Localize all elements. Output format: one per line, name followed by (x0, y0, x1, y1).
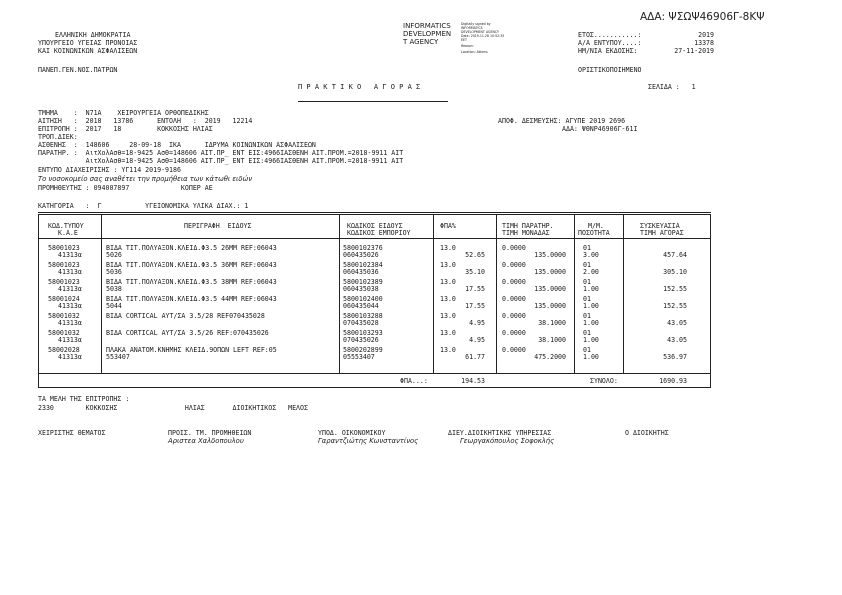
cell-unit-price: 475.2000 (534, 353, 566, 361)
table-right-border (710, 214, 711, 387)
page-number: ΣΕΛΙΔΑ : 1 (648, 83, 696, 91)
cell-code: 5800103288 (343, 312, 383, 320)
cell-total: 457.64 (663, 251, 687, 259)
cell-ref-price: 0.0000 (502, 244, 526, 252)
logo-small-4: Date: 2019.11.28 10:52:35 (461, 34, 505, 38)
cell-code: 5800102389 (343, 278, 383, 286)
cell-kae: 41313α (58, 336, 82, 344)
table-top-border (38, 212, 711, 215)
cell-uom: 01 (583, 312, 591, 320)
cell-kae: 41313α (58, 353, 82, 361)
cell-kae: 41313α (58, 251, 82, 259)
meta-form-label: Α/Α ΕΝΤΥΠΟΥ....: (578, 39, 642, 47)
col-header-ref-price: ΤΙΜΗ ΠΑΡΑΤΗΡ. (502, 222, 554, 230)
cell-desc: ΒΙΔΑ ΤΙΤ.ΠΟΛΥΑΞΟΝ.ΚΛΕΙΔ.Φ3.5 38ΜΜ REF:06043 (106, 278, 277, 286)
cell-kae: 41313α (58, 302, 82, 310)
cell-trade: 060435036 (343, 268, 379, 276)
cell-total: 305.10 (663, 268, 687, 276)
cell-code: 5800102400 (343, 295, 383, 303)
col-divider (101, 214, 102, 373)
cell-vat: 13.0 (440, 261, 456, 269)
sum-total-label: ΣΥΝΟΛΟ: (590, 377, 618, 385)
cell-vat: 13.0 (440, 346, 456, 354)
info-line-trop: ΤΡΟΠ.ΔΙΕΚ: (38, 133, 78, 141)
cell-kae: 41313α (58, 319, 82, 327)
signature-director: Ο ΔΙΟΙΚΗΤΗΣ (625, 429, 669, 437)
cell-kae: 41313α (58, 268, 82, 276)
cell-qty: 1.00 (583, 336, 599, 344)
cell-qty: 1.00 (583, 285, 599, 293)
cell-desc2: 5036 (106, 268, 122, 276)
info-line-notes-1: ΠΑΡΑΤΗΡ. : ΑιτΧολΑσθ=18-9425 ΑσΘ=148606 ΑΙΤ.ΠΡ_ ΕΝΤ ΕΙΣ:4966ΙΑΣΘΕΝΗ ΑΙΤ.ΠΡΟΜ.=2018-9911 ΑΙΤ (38, 149, 404, 157)
cell-type: 58001023 (48, 244, 80, 252)
cell-vat-amt: 17.55 (465, 285, 485, 293)
cell-type: 58001024 (48, 295, 80, 303)
cell-type: 58001023 (48, 278, 80, 286)
meta-year-label: ΕΤΟΣ...........: (578, 31, 642, 39)
cell-type: 58001032 (48, 329, 80, 337)
cell-desc: ΒΙΔΑ CORTICAL ΑΥΤ/ΣΑ 3.5/28 REF070435028 (106, 312, 265, 320)
meta-date-value: 27-11-2019 (674, 47, 714, 55)
cell-uom: 01 (583, 346, 591, 354)
cell-qty: 3.00 (583, 251, 599, 259)
cell-vat-amt: 4.95 (469, 336, 485, 344)
header-line-2: ΥΠΟΥΡΓΕΙΟ ΥΓΕΙΑΣ ΠΡΟΝΟΙΑΣ (38, 39, 138, 47)
cell-ref-price: 0.0000 (502, 261, 526, 269)
cell-ref-price: 0.0000 (502, 312, 526, 320)
info-line-dept: ΤΜΗΜΑ : Ν71Α ΧΕΙΡΟΥΡΓΕΙΑ ΟΡΘΟΠΕΔΙΚΗΣ (38, 109, 209, 117)
table-left-border (38, 214, 39, 387)
table-header-separator (38, 238, 711, 239)
col-header-total: ΤΙΜΗ ΑΓΟΡΑΣ (640, 229, 684, 237)
cell-vat-amt: 35.10 (465, 268, 485, 276)
cell-total: 43.05 (667, 336, 687, 344)
cell-code: 5800102384 (343, 261, 383, 269)
logo-small-3: DEVELOPMENT AGENCY (461, 30, 499, 34)
cell-desc2: 5026 (106, 251, 122, 259)
cell-code: 5800202899 (343, 346, 383, 354)
col-divider (623, 214, 624, 373)
logo-line-2: DEVELOPMEN (403, 30, 452, 38)
info-line-committee: ΕΠΙΤΡΟΠΗ : 2017 18 ΚΟΚΚΟΣΗΣ ΗΛΙΑΣ (38, 125, 213, 133)
cell-desc2: 5044 (106, 302, 122, 310)
cell-unit-price: 135.0000 (534, 285, 566, 293)
cell-uom: 01 (583, 244, 591, 252)
info-line-request: ΑΙΤΗΣΗ : 2018 13786 ΕΝΤΟΛΗ : 2019 12214 (38, 117, 253, 125)
col-header-kae: Κ.Α.Ε (58, 229, 78, 237)
cell-qty: 1.00 (583, 353, 599, 361)
cell-unit-price: 135.0000 (534, 302, 566, 310)
cell-vat-amt: 4.95 (469, 319, 485, 327)
table-bottom-border (38, 387, 711, 388)
ada-number: ΑΔΑ: ΨΣΩΨ46906Γ-8ΚΨ (640, 11, 765, 23)
status-label: ΟΡΙΣΤΙΚΟΠΟΙΗΜΕΝΟ (578, 66, 642, 74)
col-header-vat: ΦΠΑ% (440, 222, 456, 230)
cell-kae: 41313α (58, 285, 82, 293)
cell-uom: 01 (583, 329, 591, 337)
meta-form-value: 13378 (694, 39, 714, 47)
logo-small-6: Reason: (461, 44, 474, 48)
col-header-type: ΚΩΔ.ΤΥΠΟΥ (48, 222, 84, 230)
info-line-form: ΕΝΤΥΠΟ ΔΙΑΧΕΙΡΙΣΗΣ : ΥΓ114 2019-9186 (38, 166, 181, 174)
cell-vat: 13.0 (440, 278, 456, 286)
document-title: Π Ρ Α Κ Τ Ι Κ Ο Α Γ Ο Ρ Α Σ (298, 83, 421, 91)
cell-qty: 1.00 (583, 319, 599, 327)
cell-total: 152.55 (663, 285, 687, 293)
signature-finance-role: ΥΠΟΔ. ΟΙΚΟΝΟΜΙΚΟΥ (318, 429, 386, 437)
cell-vat-amt: 52.65 (465, 251, 485, 259)
cell-trade: 05553407 (343, 353, 375, 361)
header-line-1: ΕΛΛΗΝΙΚΗ ΔΗΜΟΚΡΑΤΙΑ (55, 31, 131, 39)
col-header-code: ΚΩΔΙΚΟΣ ΕΙΔΟΥΣ (347, 222, 403, 230)
cell-desc: ΠΛΑΚΑ ΑΝΑΤΟΜ.ΚΝΗΜΗΣ ΚΛΕΙΔ.9ΟΠΩΝ LEFT REF:05 (106, 346, 277, 354)
supplier-line: ΠΡΟΜΗΘΕΥΤΗΣ : 094007897 ΚΟΠΕΡ ΑΕ (38, 184, 213, 192)
vat-total-value: 194.53 (461, 377, 485, 385)
col-divider (574, 214, 575, 373)
cell-ref-price: 0.0000 (502, 295, 526, 303)
col-divider (433, 214, 434, 373)
info-line-notes-2: ΑιτΧολΑσθ=18-9425 ΑσΘ=148606 ΑΙΤ.ΠΡ_ ΕΝΤ ΕΙΣ:4966ΙΑΣΘΕΝΗ ΑΙΤ.ΠΡΟΜ.=2018-9911 ΑΙΤ (38, 157, 404, 165)
decision-ada: ΑΔΑ: ΨΘΝΡ46906Γ-61Ι (562, 125, 638, 133)
logo-line-1: INFORMATICS (403, 22, 451, 30)
table-body-bottom (38, 373, 711, 374)
cell-qty: 2.00 (583, 268, 599, 276)
cell-type: 58001032 (48, 312, 80, 320)
cell-desc: ΒΙΔΑ ΤΙΤ.ΠΟΛΥΑΞΟΝ.ΚΛΕΙΔ.Φ3.5 36ΜΜ REF:06043 (106, 261, 277, 269)
cell-qty: 1.00 (583, 302, 599, 310)
vat-total-label: ΦΠΑ...: (400, 377, 428, 385)
logo-small-2: INFORMATICS (461, 26, 483, 30)
signature-finance-name: Γαραντζιώτης Κωνσταντίνος (318, 437, 419, 445)
notice-text: Το νοσοκομείο σας αναθέτει την προμήθεια των κάτωθι ειδών (38, 175, 253, 183)
cell-unit-price: 135.0000 (534, 268, 566, 276)
cell-total: 152.55 (663, 302, 687, 310)
col-header-desc: ΠΕΡΙΓΡΑΦΗ ΕΙΔΟΥΣ (184, 222, 252, 230)
meta-date-label: ΗΜ/ΝΙΑ ΕΚΔΟΣΗΣ: (578, 47, 638, 55)
cell-trade: 060435038 (343, 285, 379, 293)
cell-vat-amt: 17.55 (465, 302, 485, 310)
col-header-trade: ΚΩΔΙΚΟΣ ΕΜΠΟΡΙΟΥ (347, 229, 411, 237)
cell-vat: 13.0 (440, 329, 456, 337)
cell-uom: 01 (583, 278, 591, 286)
logo-small-5: EET (461, 38, 467, 42)
logo-line-3: T AGENCY (403, 38, 439, 46)
cell-desc: ΒΙΔΑ ΤΙΤ.ΠΟΛΥΑΞΟΝ.ΚΛΕΙΔ.Φ3.5 26ΜΜ REF:06043 (106, 244, 277, 252)
signature-handler: ΧΕΙΡΙΣΤΗΣ ΘΕΜΑΤΟΣ (38, 429, 106, 437)
logo-small-1: Digitally signed by (461, 22, 491, 26)
cell-ref-price: 0.0000 (502, 329, 526, 337)
category-line: ΚΑΤΗΓΟΡΙΑ : Γ ΥΓΕΙΟΝΟΜΙΚΑ ΥΛΙΚΑ ΔΙΑΧ.: 1 (38, 202, 249, 210)
cell-trade: 060435044 (343, 302, 379, 310)
hospital-name: ΠΑΝΕΠ.ΓΕΝ.ΝΟΣ.ΠΑΤΡΩΝ (38, 66, 118, 74)
cell-type: 58002028 (48, 346, 80, 354)
members-title: ΤΑ ΜΕΛΗ ΤΗΣ ΕΠΙΤΡΟΠΗΣ : (38, 395, 130, 403)
cell-desc: ΒΙΔΑ ΤΙΤ.ΠΟΛΥΑΞΟΝ.ΚΛΕΙΔ.Φ3.5 44ΜΜ REF:06043 (106, 295, 277, 303)
cell-vat-amt: 61.77 (465, 353, 485, 361)
col-divider (496, 214, 497, 373)
cell-total: 43.05 (667, 319, 687, 327)
decision-ref: ΑΠΟΦ. ΔΕΣΜΕΥΣΗΣ: ΑΓΥΠΕ 2019 2696 (498, 117, 626, 125)
cell-code: 5800102376 (343, 244, 383, 252)
cell-code: 5800103293 (343, 329, 383, 337)
cell-uom: 01 (583, 295, 591, 303)
cell-desc: ΒΙΔΑ CORTICAL ΑΥΤ/ΣΑ 3.5/26 REF:070435026 (106, 329, 269, 337)
sum-total-value: 1690.93 (659, 377, 687, 385)
col-divider (339, 214, 340, 373)
cell-vat: 13.0 (440, 295, 456, 303)
cell-desc2: 5038 (106, 285, 122, 293)
header-line-3: ΚΑΙ ΚΟΙΝΩΝΙΚΩΝ ΑΣΦΑΛΙΣΕΩΝ (38, 47, 138, 55)
cell-ref-price: 0.0000 (502, 278, 526, 286)
cell-desc2: 553407 (106, 353, 130, 361)
col-header-uom: Μ/Μ. (588, 222, 604, 230)
cell-unit-price: 38.1000 (538, 336, 566, 344)
col-header-unit-price: ΤΙΜΗ ΜΟΝΑΔΑΣ (502, 229, 550, 237)
cell-vat: 13.0 (440, 312, 456, 320)
cell-trade: 070435026 (343, 336, 379, 344)
cell-ref-price: 0.0000 (502, 346, 526, 354)
cell-trade: 070435028 (343, 319, 379, 327)
col-header-qty: ΠΟΣΟΤΗΤΑ (578, 229, 610, 237)
cell-total: 536.97 (663, 353, 687, 361)
cell-uom: 01 (583, 261, 591, 269)
cell-vat: 13.0 (440, 244, 456, 252)
cell-type: 58001023 (48, 261, 80, 269)
signature-procurement-name: Αριστεα Χαλδοπουλου (168, 437, 244, 445)
cell-unit-price: 38.1000 (538, 319, 566, 327)
info-line-patient: ΑΣΘΕΝΗΣ : 148606 28-09-18 ΙΚΑ ΙΔΡΥΜΑ ΚΟΙΝΩΝΙΚΩΝ ΑΣΦΑΛΙΣΕΩΝ (38, 141, 316, 149)
meta-year-value: 2019 (698, 31, 714, 39)
members-line: 2330 ΚΟΚΚΟΣΗΣ ΗΛΙΑΣ ΔΙΟΙΚΗΤΙΚΟΣ ΜΕΛΟΣ (38, 404, 308, 412)
col-header-pack: ΣΥΣΚΕΥΑΣΙΑ (640, 222, 680, 230)
signature-admin-role: ΔΙΕΥ.ΔΙΟΙΚΗΤΙΚΗΣ ΥΠΗΡΕΣΙΑΣ (448, 429, 552, 437)
signature-admin-name: Γεωργακόπουλος Σοφοκλής (460, 437, 555, 445)
cell-trade: 060435026 (343, 251, 379, 259)
signature-procurement-role: ΠΡΟΙΣ. ΤΜ. ΠΡΟΜΗΘΕΙΩΝ (168, 429, 252, 437)
logo-small-7: Location: Athens (461, 50, 488, 54)
cell-unit-price: 135.0000 (534, 251, 566, 259)
title-underline (298, 101, 448, 102)
